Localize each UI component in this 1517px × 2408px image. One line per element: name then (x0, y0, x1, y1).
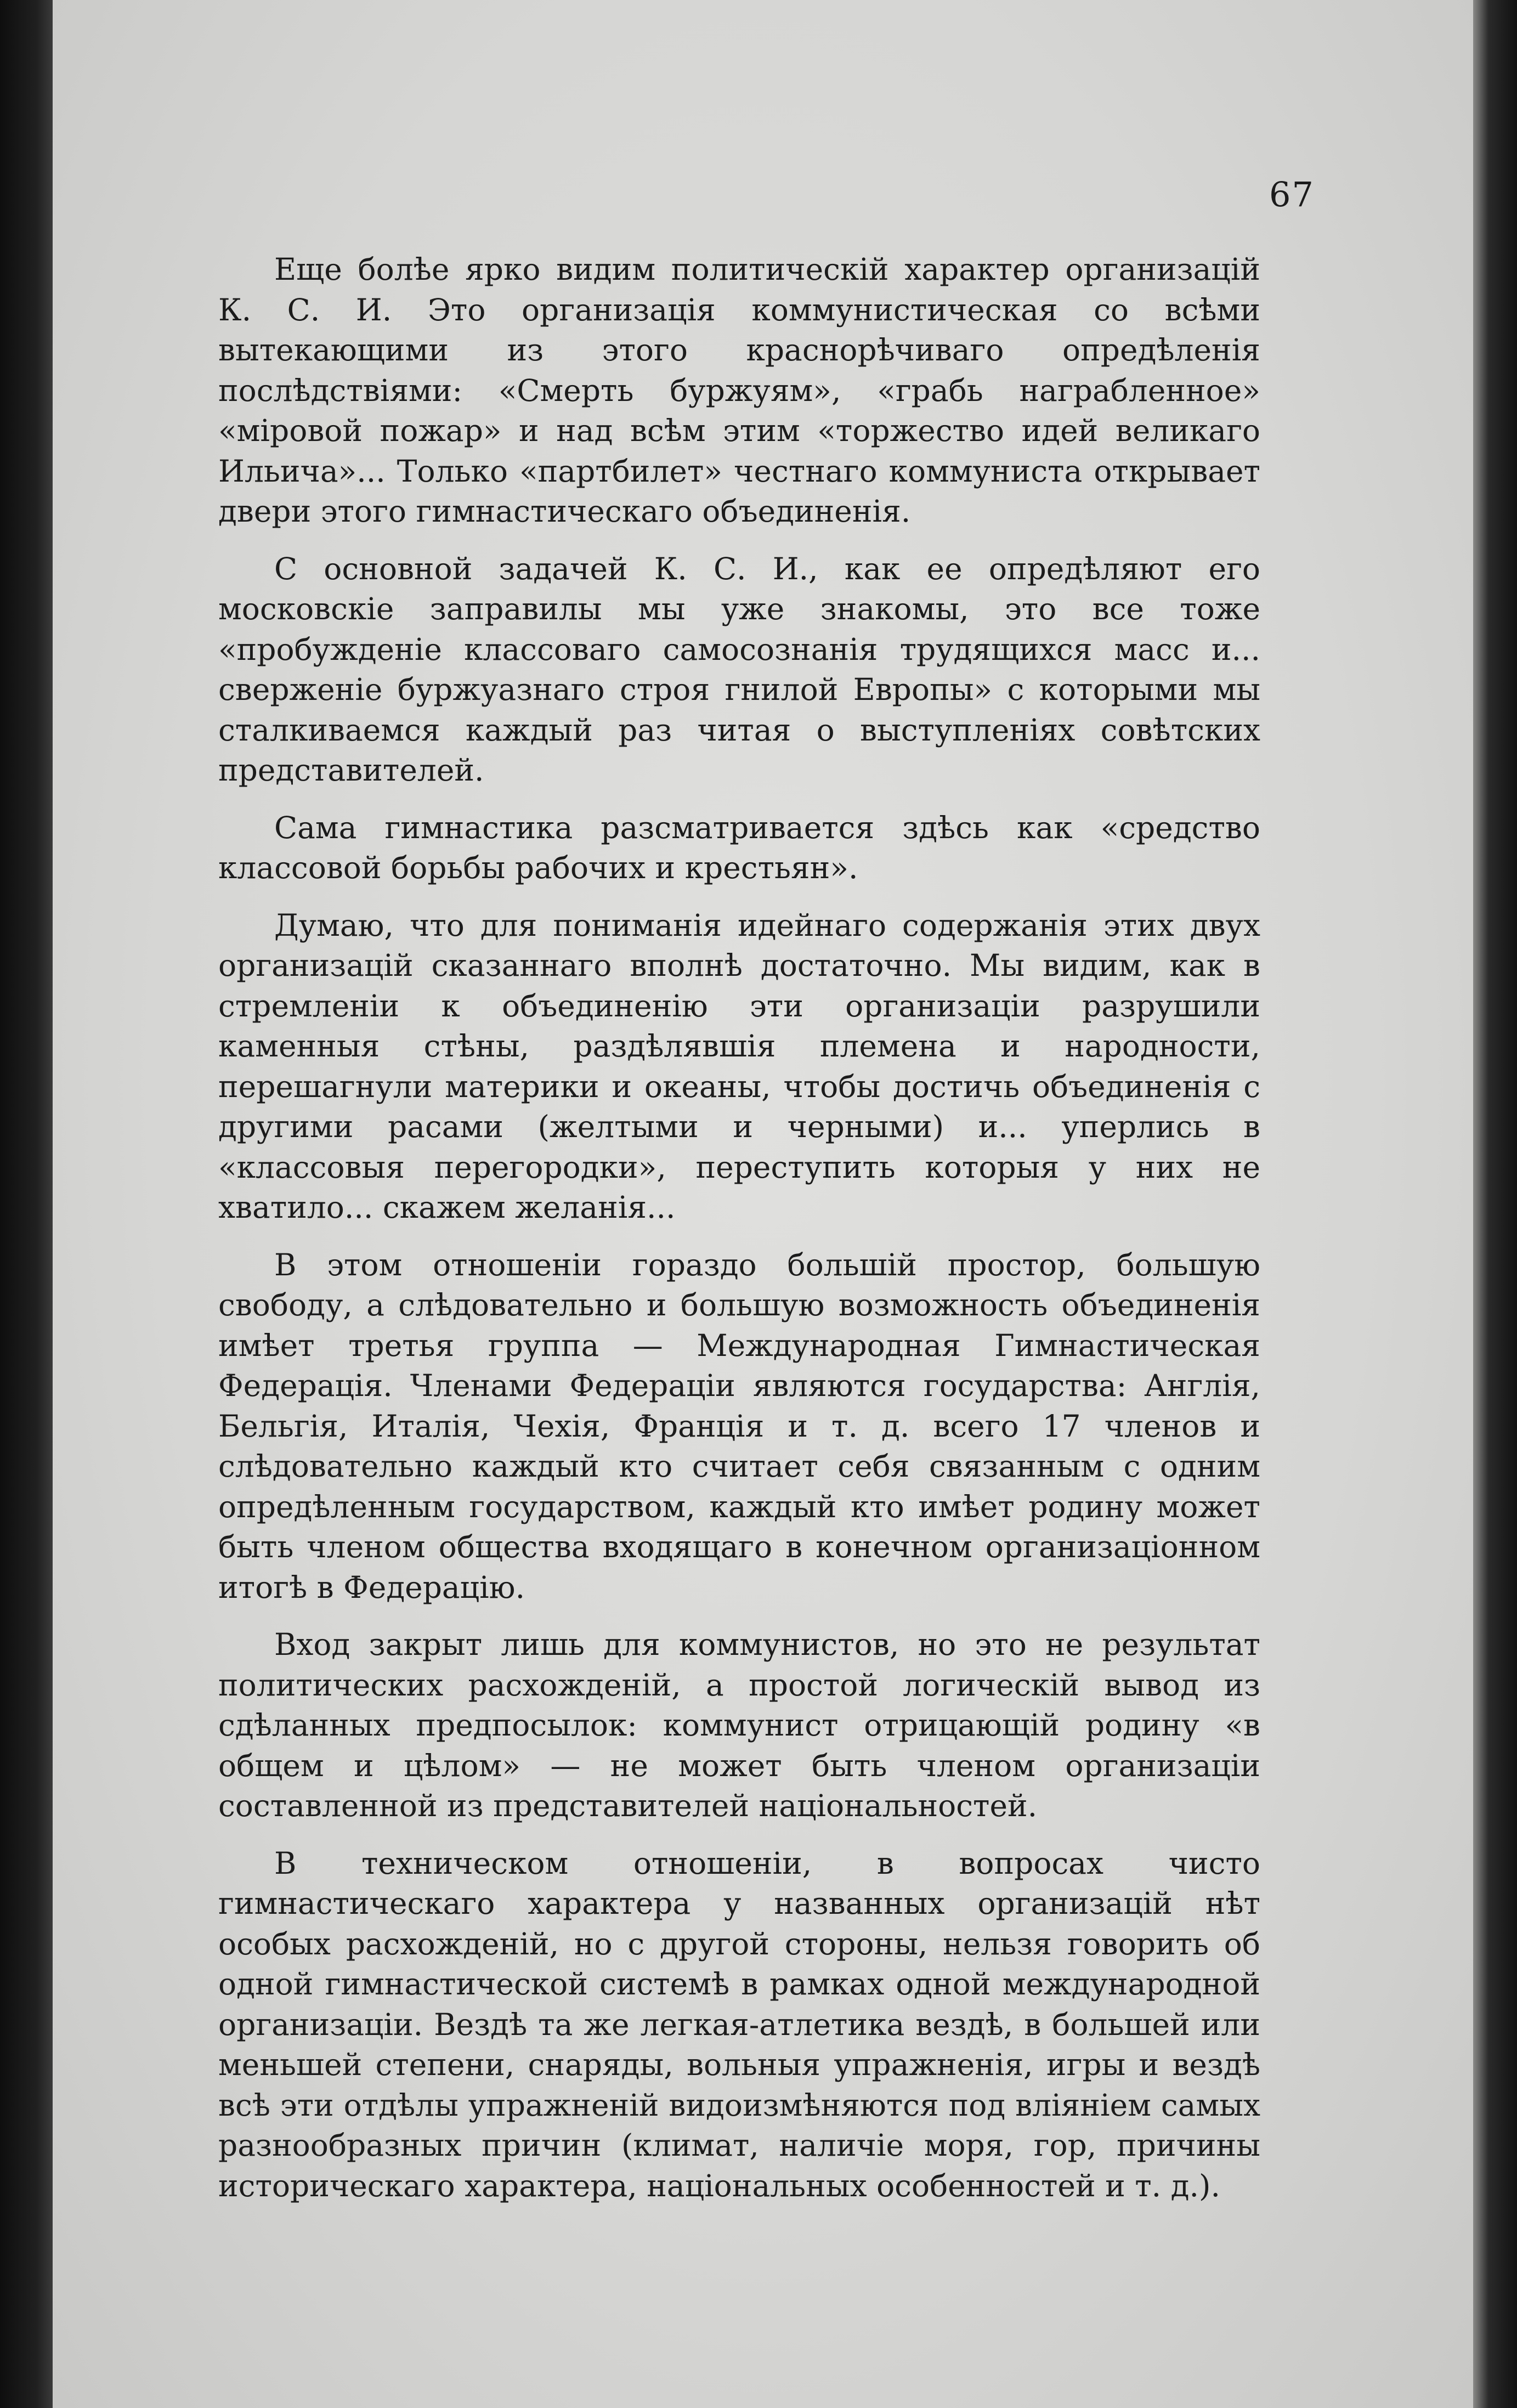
paragraph-7: В техническом отношеніи, в вопросах чисто гимнастическаго характера у названных организацій нѣт особых расхожденій, но с другой стороны, нельзя говорить об одной гимнастической системѣ в рамках одной международной организаціи. Вездѣ та же легкая-атлетика вездѣ, в большей или меньшей степени, снаряды, вольныя упражненія, игры и вездѣ всѣ эти отдѣлы упражненій видоизмѣняются под вліяніем самых разнообразных причин (климат, наличіе моря, гор, причины историческаго характера, національных особенностей и т. д.). (218, 1845, 1260, 2203)
paragraph-6: Вход закрыт лишь для коммунистов, но это не результат политических расхожденій, а простой логическій вывод из сдѣланных предпосылок: коммунист отрицающій родину «в общем и цѣлом» — не может быть членом организаціи составленной из представителей національностей. (218, 1627, 1260, 1823)
page-edge-shadow (1473, 0, 1517, 2408)
paragraph-2: С основной задачей К. С. И., как ее опредѣляют его московскіе заправилы мы уже знакомы, это все тоже «пробужденіе классоваго самосознанія трудящихся масс и... сверженіе буржуазнаго строя гнилой Европы» с которыми мы сталкиваемся каждый раз читая о выступленіях совѣтских представителей. (218, 551, 1260, 788)
paragraph-4: Думаю, что для пониманія идейнаго содержанія этих двух организацій сказаннаго вполнѣ достаточно. Мы видим, как в стремленіи к объединенію эти организаціи разрушили каменныя стѣны, раздѣлявшія племена и народности, перешагнули материки и океаны, чтобы достичь объединенія с другими расами (желтыми и черными) и... уперлись в «классовыя перегородки», переступить которыя у них не хватило... скажем желанія... (218, 907, 1260, 1225)
paragraph-3: Сама гимнастика разсматривается здѣсь как «средство классовой борьбы рабочих и крестьян». (218, 810, 1260, 885)
page-number: 67 (1269, 174, 1315, 214)
paragraph-5: В этом отношеніи гораздо большій простор, большую свободу, а слѣдовательно и большую возможность объединенія имѣет третья группа — Международная Гимнастическая Федерація. Членами Федераціи являются государства: Англія, Бельгія, Италія, Чехія, Франція и т. д. всего 17 членов и слѣдовательно каждый кто считает себя связанным с одним опредѣленным государством, каждый кто имѣет родину может быть членом общества входящаго в конечном организаціонном итогѣ в Федерацію. (218, 1247, 1260, 1605)
paragraph-1: Еще болѣе ярко видим политическій характер организацій К. С. И. Это организація коммунистическая со всѣми вытекающими из этого краснорѣчиваго опредѣленія послѣдствіями: «Смерть буржуям», «грабь награбленное» «міровой пожар» и над всѣм этим «торжество идей великаго Ильича»... Только «партбилет» честнаго коммуниста открывает двери этого гимнастическаго объединенія. (218, 252, 1260, 529)
body-text (218, 250, 1260, 2223)
book-gutter-shadow (0, 0, 53, 2408)
